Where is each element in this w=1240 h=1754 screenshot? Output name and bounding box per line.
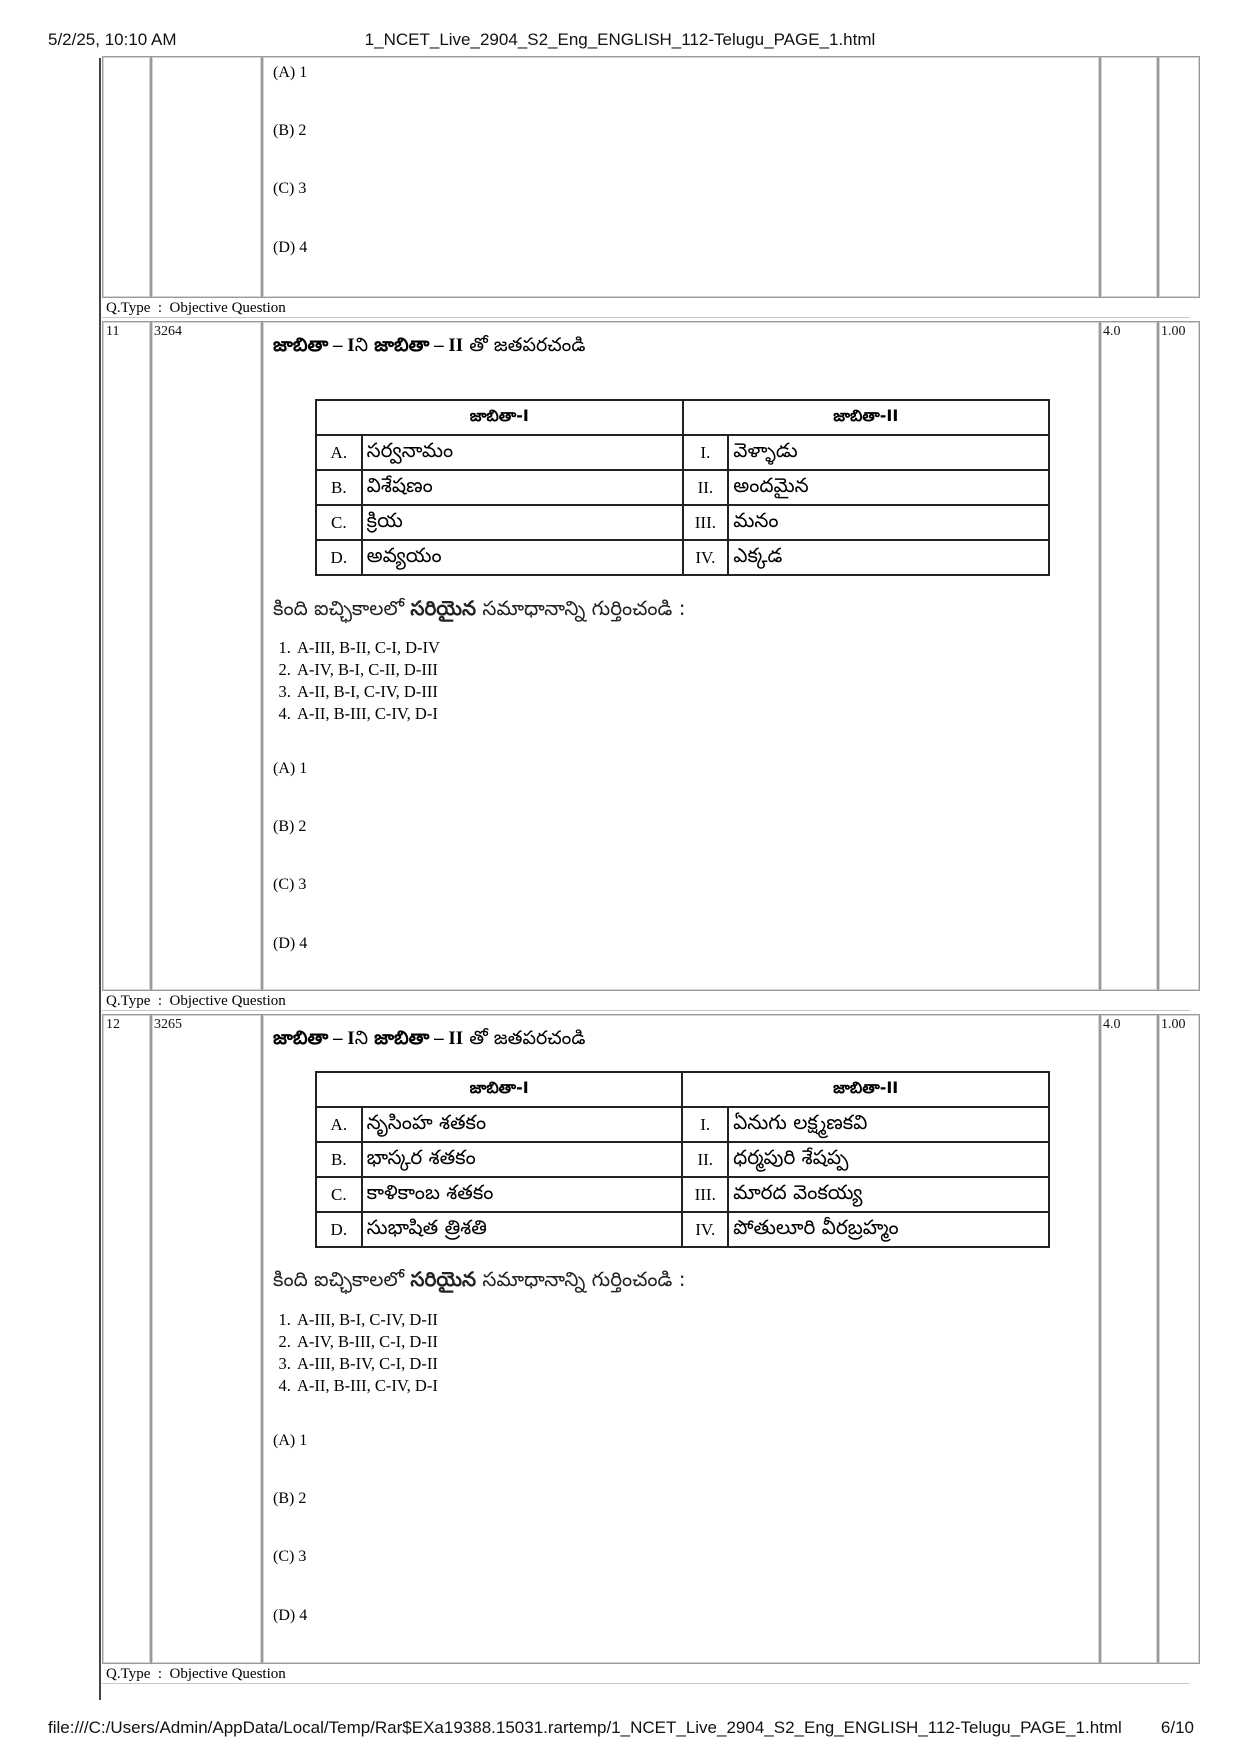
q12-negative-cell: [1158, 1014, 1200, 1664]
q12-match-table: [315, 1071, 1050, 1248]
q12-number: 12: [106, 1017, 120, 1032]
prev-option-d[interactable]: (D) 4: [273, 239, 308, 256]
prev-number-cell: [102, 56, 151, 298]
row-label: B.: [316, 1142, 362, 1177]
row-item: క్రియ: [362, 505, 683, 540]
prev-id-cell: [151, 56, 262, 298]
q11-heading-rest: తో జతపరచండి: [463, 334, 586, 356]
q12-option-d[interactable]: (D) 4: [273, 1607, 308, 1624]
row-item: కాళికాంబ శతకం: [362, 1177, 683, 1212]
row-label: IV.: [683, 540, 729, 575]
list-item: 1. A-III, B-I, C-IV, D-II: [295, 1309, 438, 1331]
row-item: నృసింహ శతకం: [362, 1107, 683, 1142]
q11-heading-ni: ని: [354, 334, 375, 356]
q11-option-d[interactable]: (D) 4: [273, 935, 308, 952]
table-row: [316, 505, 1049, 540]
q12-instr-post: సమాధానాన్ని గుర్తించండి :: [476, 1267, 686, 1291]
q12-instruction: [273, 1267, 685, 1296]
q12-choices: [275, 1309, 438, 1397]
print-footer: [0, 1718, 1240, 1742]
row-item: అవ్యయం: [362, 540, 683, 575]
q12-col2-header: జాబితా-II: [682, 1072, 1049, 1107]
q12-option-b[interactable]: (B) 2: [273, 1490, 307, 1507]
q11-number: 11: [106, 324, 120, 339]
q11-marks-cell: [1100, 321, 1158, 991]
row-item: సర్వనామం: [362, 435, 683, 470]
q11-option-c[interactable]: (C) 3: [273, 876, 307, 893]
row-item: విశేషణం: [362, 470, 683, 505]
row-item: భాస్కర శతకం: [362, 1142, 683, 1177]
q11-number-cell: [102, 321, 151, 991]
q11-heading: [273, 334, 585, 361]
q11-instr-bold: సరియైన: [410, 596, 477, 620]
q12-id: 3265: [154, 1017, 182, 1032]
q12-number-cell: [102, 1014, 151, 1664]
table-row: [316, 1142, 1049, 1177]
q12-heading-ni: ని: [354, 1027, 375, 1049]
q11-option-b[interactable]: (B) 2: [273, 818, 307, 835]
row-item: మనం: [728, 505, 1049, 540]
q12-instr-pre: కింది ఐచ్ఛికాలలో: [273, 1267, 411, 1291]
row-label: B.: [316, 470, 362, 505]
q12-heading-rest: తో జతపరచండి: [463, 1027, 586, 1049]
row-label: D.: [316, 540, 362, 575]
q12-negative: 1.00: [1161, 1017, 1186, 1032]
qtype-label: Q.Type : Objective Question: [106, 1666, 286, 1682]
q12-heading-list1: జాబితా – I: [273, 1028, 355, 1049]
q12-option-a[interactable]: (A) 1: [273, 1432, 308, 1449]
q12-col1-header: జాబితా-I: [316, 1072, 682, 1107]
q11-negative-cell: [1158, 321, 1200, 991]
q11-instruction: [273, 596, 685, 625]
table-row: [316, 470, 1049, 505]
row-label: D.: [316, 1212, 362, 1247]
prev-option-c[interactable]: (C) 3: [273, 180, 307, 197]
row-label: A.: [316, 435, 362, 470]
q12-marks-cell: [1100, 1014, 1158, 1664]
q11-col1-header: జాబితా-I: [316, 400, 683, 435]
print-header: [0, 30, 1240, 54]
print-title: 1_NCET_Live_2904_S2_Eng_ENGLISH_112-Telugu_PAGE_1.html: [364, 30, 876, 49]
q12-option-c[interactable]: (C) 3: [273, 1548, 307, 1565]
prev-option-b[interactable]: (B) 2: [273, 122, 307, 139]
qtype-row: [102, 991, 1190, 1011]
q11-instr-pre: కింది ఐచ్ఛికాలలో: [273, 596, 411, 620]
row-label: I.: [682, 1107, 728, 1142]
q11-heading-list2: జాబితా – II: [374, 335, 464, 356]
prev-negative-cell: [1158, 56, 1200, 298]
q12-heading-list2: జాబితా – II: [374, 1028, 464, 1049]
prev-option-a[interactable]: (A) 1: [273, 64, 308, 81]
list-item: 4. A-II, B-III, C-IV, D-I: [295, 703, 440, 725]
q11-instr-post: సమాధానాన్ని గుర్తించండి :: [476, 596, 686, 620]
row-label: C.: [316, 505, 362, 540]
row-item: వెళ్ళాడు: [728, 435, 1049, 470]
row-item: మారద వెంకయ్య: [728, 1177, 1049, 1212]
row-label: I.: [683, 435, 729, 470]
print-datetime: 5/2/25, 10:10 AM: [48, 30, 177, 49]
q11-match-table: [315, 399, 1050, 576]
qtype-row: [102, 1664, 1190, 1684]
q12-heading: [273, 1027, 585, 1054]
prev-question-cell: [262, 56, 1100, 298]
list-item: 2. A-IV, B-I, C-II, D-III: [295, 659, 440, 681]
table-row: [316, 435, 1049, 470]
q12-id-cell: [151, 1014, 262, 1664]
qtype-label: Q.Type : Objective Question: [106, 993, 286, 1009]
row-item: ధర్మపురి శేషప్ప: [728, 1142, 1049, 1177]
row-label: III.: [682, 1177, 728, 1212]
row-item: పోతులూరి వీరబ్రహ్మం: [728, 1212, 1049, 1247]
q12-marks: 4.0: [1103, 1017, 1121, 1032]
q12-instr-bold: సరియైన: [410, 1267, 477, 1291]
q11-id: 3264: [154, 324, 182, 339]
q11-choices: [275, 637, 440, 725]
row-item: అందమైన: [728, 470, 1049, 505]
table-row: [316, 1212, 1049, 1247]
q11-col2-header: జాబితా-II: [683, 400, 1049, 435]
q11-heading-list1: జాబితా – I: [273, 335, 355, 356]
q11-option-a[interactable]: (A) 1: [273, 760, 308, 777]
row-item: ఏనుగు లక్ష్మణకవి: [728, 1107, 1049, 1142]
list-item: 2. A-IV, B-III, C-I, D-II: [295, 1331, 438, 1353]
qtype-row: [102, 298, 1190, 318]
prev-marks-cell: [1100, 56, 1158, 298]
list-item: 4. A-II, B-III, C-IV, D-I: [295, 1375, 438, 1397]
table-row: [316, 540, 1049, 575]
table-row: [316, 1107, 1049, 1142]
list-item: 3. A-III, B-IV, C-I, D-II: [295, 1353, 438, 1375]
row-label: II.: [683, 470, 729, 505]
row-item: సుభాషిత త్రిశతి: [362, 1212, 683, 1247]
list-item: 1. A-III, B-II, C-I, D-IV: [295, 637, 440, 659]
qtype-label: Q.Type : Objective Question: [106, 300, 286, 316]
print-file-path: file:///C:/Users/Admin/AppData/Local/Temp/Rar$EXa19388.15031.rartemp/1_NCET_Live_2904_S2_Eng_ENGLISH_112-Telugu_PAGE_1.html: [48, 1718, 1122, 1737]
list-item: 3. A-II, B-I, C-IV, D-III: [295, 681, 440, 703]
print-page-number: 6/10: [1160, 1718, 1194, 1737]
q11-id-cell: [151, 321, 262, 991]
row-label: II.: [682, 1142, 728, 1177]
page-frame-line: [99, 58, 101, 1700]
row-label: A.: [316, 1107, 362, 1142]
table-row: [316, 1177, 1049, 1212]
row-item: ఎక్కడ: [728, 540, 1049, 575]
q11-marks: 4.0: [1103, 324, 1121, 339]
row-label: III.: [683, 505, 729, 540]
q11-negative: 1.00: [1161, 324, 1186, 339]
row-label: C.: [316, 1177, 362, 1212]
row-label: IV.: [682, 1212, 728, 1247]
